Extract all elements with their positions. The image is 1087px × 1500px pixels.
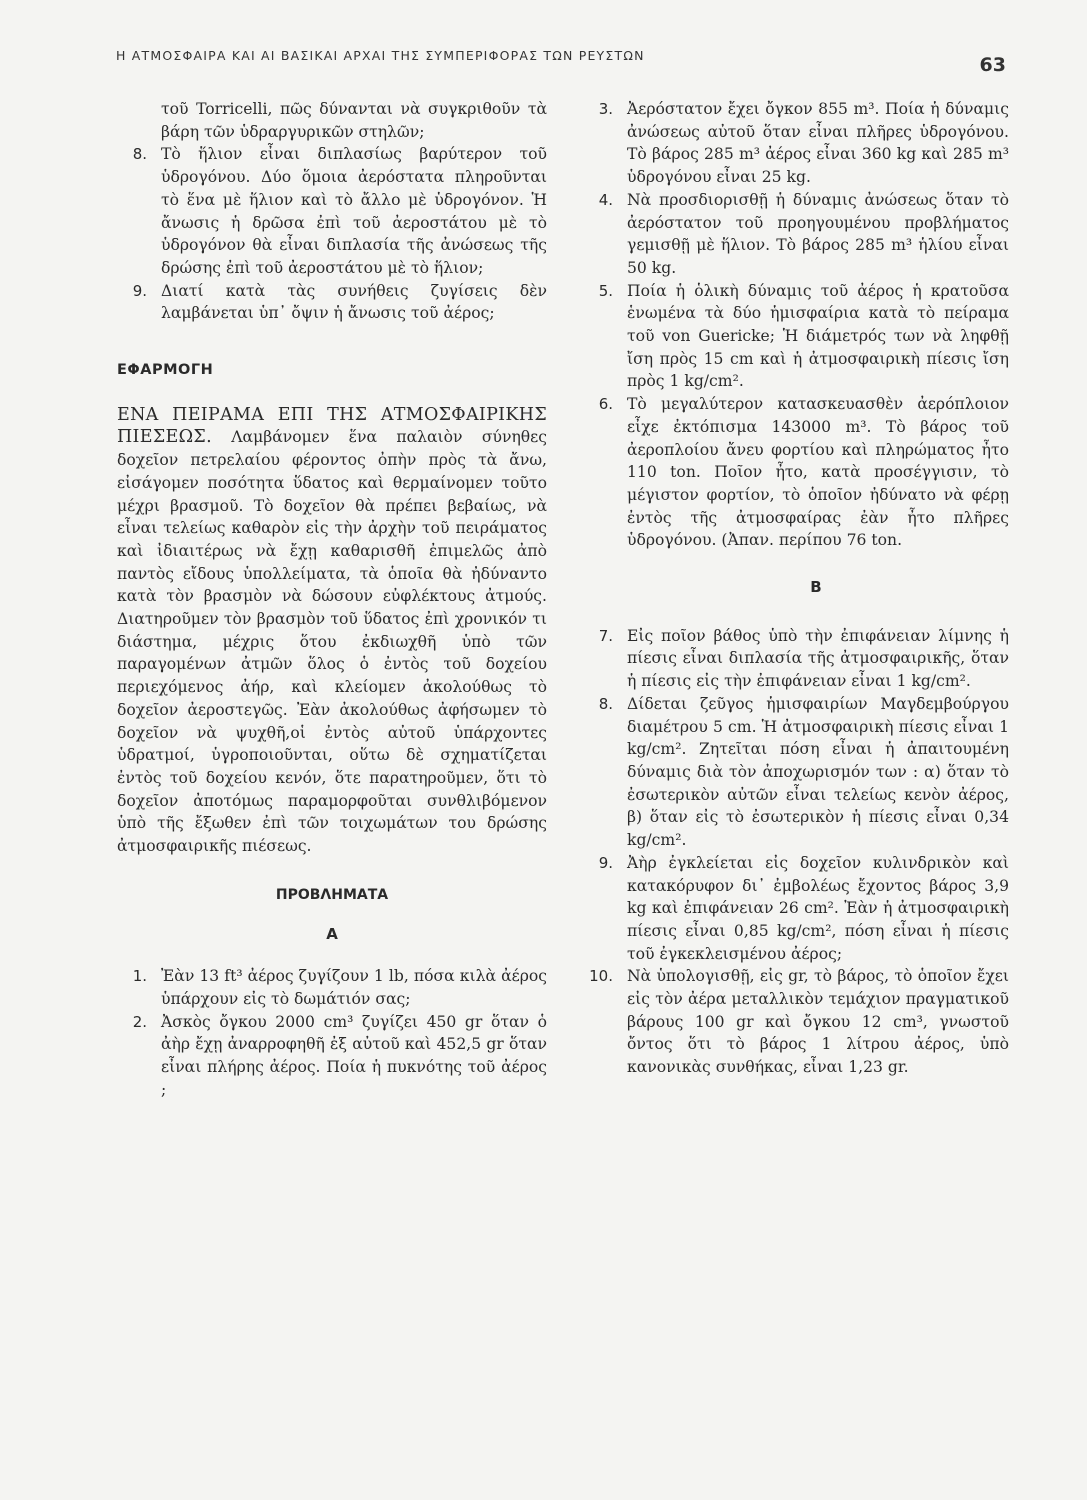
problem-item xyxy=(117,965,547,1010)
experiment-lead: ΕΝΑ ΠΕΙΡΑΜΑ ΕΠΙ ΤΗΣ ΑΤΜΟΣΦΑΙΡΙΚΗΣ ΠΙΕΣΕΩΣ. xyxy=(117,404,547,448)
problem-text: Εἰς ποῖον βάθος ὑπὸ τὴν ἐπιφάνειαν λίμνης ἡ πίεσις εἶναι διπλασία τῆς ἀτμοσφαιρικῆς, ὅταν ἡ πίεσις εἰς τὴν ἐπιφάνειαν εἶναι 1 kg/cm². xyxy=(627,626,1009,691)
problem-item xyxy=(583,693,1009,852)
page-header xyxy=(116,48,1006,88)
problem-text: Ἀερόστατον ἔχει ὄγκον 855 m³. Ποία ἡ δύναμις ἀνώσεως αὐτοῦ ὅταν εἶναι πλῆρες ὑδρογόνου. Τὸ βάρος 285 m³ ἀέρος εἶναι 360 kg καὶ 285 m³ ὑδρογόνου εἶναι 25 kg. xyxy=(627,100,1009,187)
problem-text: Ποία ἡ ὁλικὴ δύναμις τοῦ ἀέρος ἡ κρατοῦσα ἑνωμένα τὰ δύο ἡμισφαίρια κατὰ τὸ πείραμα τοῦ von Guericke; Ἡ διάμετρός των νὰ ληφθῇ ἴση πρὸς 15 cm καὶ ἡ ἀτμοσφαιρικὴ πίεσις ἴση πρὸς 1 kg/cm². xyxy=(627,281,1009,391)
problem-item xyxy=(583,625,1009,693)
problem-number: 10. xyxy=(589,967,613,986)
problem-item xyxy=(117,1011,547,1102)
problem-item xyxy=(583,189,1009,280)
group-a-label: Α xyxy=(326,924,338,943)
question-number: 8. xyxy=(132,145,147,164)
problem-number: 7. xyxy=(598,626,613,645)
left-column xyxy=(117,98,547,1101)
problem-number: 1. xyxy=(132,967,147,986)
problem-text: Τὸ μεγαλύτερον κατασκευασθὲν ἀερόπλοιον εἶχε ἐκτόπισμα 143000 m³. Τὸ βάρος τοῦ ἀεροπλοίου ἄνευ φορτίου καὶ πληρώματος ἦτο 110 ton. Ποῖον ἦτο, κατὰ προσέγγισιν, τὸ μέγιστον φορτίον, τὸ ὁποῖον ἠδύνατο νὰ φέρῃ ἐντὸς τῆς ἀτμοσφαίρας ἐὰν ἦτο πλῆρες ὑδρογόνου. (Ἀπαν. περίπου 76 ton. xyxy=(627,395,1009,550)
question-number: 9. xyxy=(132,281,147,300)
problem-number: 3. xyxy=(598,100,613,118)
problem-text: Δίδεται ζεῦγος ἡμισφαιρίων Μαγδεμβούργου διαμέτρου 5 cm. Ἡ ἀτμοσφαιρικὴ πίεσις εἶναι 1 kg/cm². Ζητεῖται πόση εἶναι ἡ ἀπαιτουμένη δύναμις διὰ τὸν ἀποχωρισμόν των : α) ὅταν τὸ ἐσωτερικὸν αὐτῶν εἶναι τελείως κενὸν ἀέρος, β) ὅταν εἰς τὸ ἐσωτερικὸν ἡ πίεσις εἶναι 0,34 kg/cm². xyxy=(627,694,1009,850)
problem-number: 8. xyxy=(598,694,613,713)
running-title: Η ΑΤΜΟΣΦΑΙΡΑ ΚΑΙ ΑΙ ΒΑΣΙΚΑΙ ΑΡΧΑΙ ΤΗΣ ΣΥΜΠΕΡΙΦΟΡΑΣ ΤΩΝ ΡΕΥΣΤΩΝ xyxy=(116,48,645,63)
problem-number: 5. xyxy=(598,281,613,300)
problem-item xyxy=(583,98,1009,189)
experiment-paragraph xyxy=(117,404,547,858)
problem-item xyxy=(583,393,1009,552)
question-item xyxy=(117,280,547,325)
problem-text: Ἀὴρ ἐγκλείεται εἰς δοχεῖον κυλινδρικὸν καὶ κατακόρυφον δι᾿ ἐμβολέως ἔχοντος βάρος 3,9 kg καὶ ἐπιφάνειαν 26 cm². Ἐὰν ἡ ἀτμοσφαιρικὴ πίεσις εἶναι 0,85 kg/cm², πόση εἶναι ἡ πίεσις τοῦ ἐγκεκλεισμένου ἀέρος; xyxy=(627,853,1009,963)
question-item xyxy=(117,143,547,279)
problem-text: Ἐὰν 13 ft³ ἀέρος ζυγίζουν 1 lb, πόσα κιλὰ ἀέρος ὑπάρχουν εἰς τὸ δωμάτιόν σας; xyxy=(161,967,547,1008)
problem-item xyxy=(583,280,1009,394)
problem-text: Νὰ προσδιορισθῇ ἡ δύναμις ἀνώσεως ὅταν τὸ ἀερόστατον τοῦ προηγουμένου προβλήματος γεμισθῇ μὲ ἥλιον. Τὸ βάρος 285 m³ ἡλίου εἶναι 50 kg. xyxy=(627,190,1009,277)
problem-text: Ἀσκὸς ὄγκου 2000 cm³ ζυγίζει 450 gr ὅταν ὁ ἀὴρ ἔχῃ ἀναρροφηθῆ ἐξ αὐτοῦ καὶ 452,5 gr ὅταν εἶναι πλήρης ἀέρος. Ποία ἡ πυκνότης τοῦ ἀέρος ; xyxy=(161,1012,547,1099)
question-text: Τὸ ἥλιον εἶναι διπλασίως βαρύτερον τοῦ ὑδρογόνου. Δύο ὅμοια ἀερόστατα πληροῦνται τὸ ἕνα μὲ ἥλιον καὶ τὸ ἄλλο μὲ ὑδρογόνον. Ἡ ἄνωσις ἡ δρῶσα ἐπὶ τοῦ ἀεροστάτου μὲ τὸ ὑδρογόνον θὰ εἶναι διπλασία τῆς ἀνώσεως τῆς δρώσης ἐπὶ τοῦ ἀεροστάτου μὲ τὸ ἥλιον; xyxy=(161,145,547,277)
continued-question-text: τοῦ Torricelli, πῶς δύνανται νὰ συγκριθοῦν τὰ βάρη τῶν ὑδραργυρικῶν στηλῶν; xyxy=(161,100,547,141)
experiment-text: Λαμβάνομεν ἕνα παλαιὸν σύνηθες δοχεῖον πετρελαίου φέροντος ὀπὴν πρὸς τὰ ἄνω, εἰσάγομεν ποσότητα ὕδατος καὶ θερμαίνομεν τοῦτο μέχρι βρασμοῦ. Τὸ δοχεῖον θὰ πρέπει βεβαίως, νὰ εἶναι τελείως καθαρὸν εἰς τὴν ἀρχὴν τοῦ πειράματος καὶ ἰδιαιτέρως νὰ ἔχῃ καθαρισθῆ ἐπιμελῶς ἀπὸ παντὸς εἴδους ὑπολλείματα, τὰ ὁποῖα θὰ ἠδύναντο κατὰ τὸν βρασμὸν νὰ δώσουν εὐφλέκτους ἀτμούς. Διατηροῦμεν τὸν βρασμὸν τοῦ ὕδατος ἐπὶ χρονικόν τι διάστημα, μέχρις ὅτου ἐκδιωχθῆ ὑπὸ τῶν παραγομένων ἀτμῶν ὅλος ὁ ἐντὸς τοῦ δοχείου περιεχόμενος ἀήρ, καὶ κλείομεν ἀκολούθως τὸ δοχεῖον ἀεροστεγῶς. Ἐὰν ἀκολούθως ἀφήσωμεν τὸ δοχεῖον νὰ ψυχθῆ,οἱ ἐντὸς αὐτοῦ ὑπάρχοντες ὑδρατμοί, ὑγροποιοῦνται, οὕτω δὲ σχηματίζεται ἐντὸς τοῦ δοχείου κενόν, ὅτε παρατηροῦμεν, ὅτι τὸ δοχεῖον ἀποτόμως παραμορφοῦται συνθλιβόμενον ὑπὸ τῆς ἔξωθεν ἐπὶ τῶν τοιχωμάτων του δρώσης ἀτμοσφαιρικῆς πιέσεως. xyxy=(117,428,547,856)
problem-number: 2. xyxy=(132,1012,147,1031)
problem-item xyxy=(583,965,1009,1079)
question-text: Διατί κατὰ τὰς συνήθεις ζυγίσεις δὲν λαμβάνεται ὑπ᾿ ὄψιν ἡ ἄνωσις τοῦ ἀέρος; xyxy=(161,281,547,323)
problem-number: 6. xyxy=(598,395,613,414)
right-column xyxy=(583,98,1009,1079)
problem-number: 4. xyxy=(598,190,613,209)
problem-text: Νὰ ὑπολογισθῇ, εἰς gr, τὸ βάρος, τὸ ὁποῖον ἔχει εἰς τὸν ἀέρα μεταλλικὸν τεμάχιον πραγματικοῦ βάρους 100 gr καὶ ὄγκου 12 cm³, γνωστοῦ ὄντος ὅτι τὸ βάρος 1 λίτρου ἀέρος, ὑπὸ κανονικὰς συνθήκας, εἶναι 1,23 gr. xyxy=(627,967,1009,1077)
problems-heading: ΠΡΟΒΛΗΜΑΤΑ xyxy=(275,886,389,903)
problem-item xyxy=(583,852,1009,966)
problem-number: 9. xyxy=(598,853,613,872)
page-number: 63 xyxy=(979,54,1006,76)
application-heading: ΕΦΑΡΜΟΓΗ xyxy=(117,362,214,379)
group-b-label: Β xyxy=(810,578,822,597)
